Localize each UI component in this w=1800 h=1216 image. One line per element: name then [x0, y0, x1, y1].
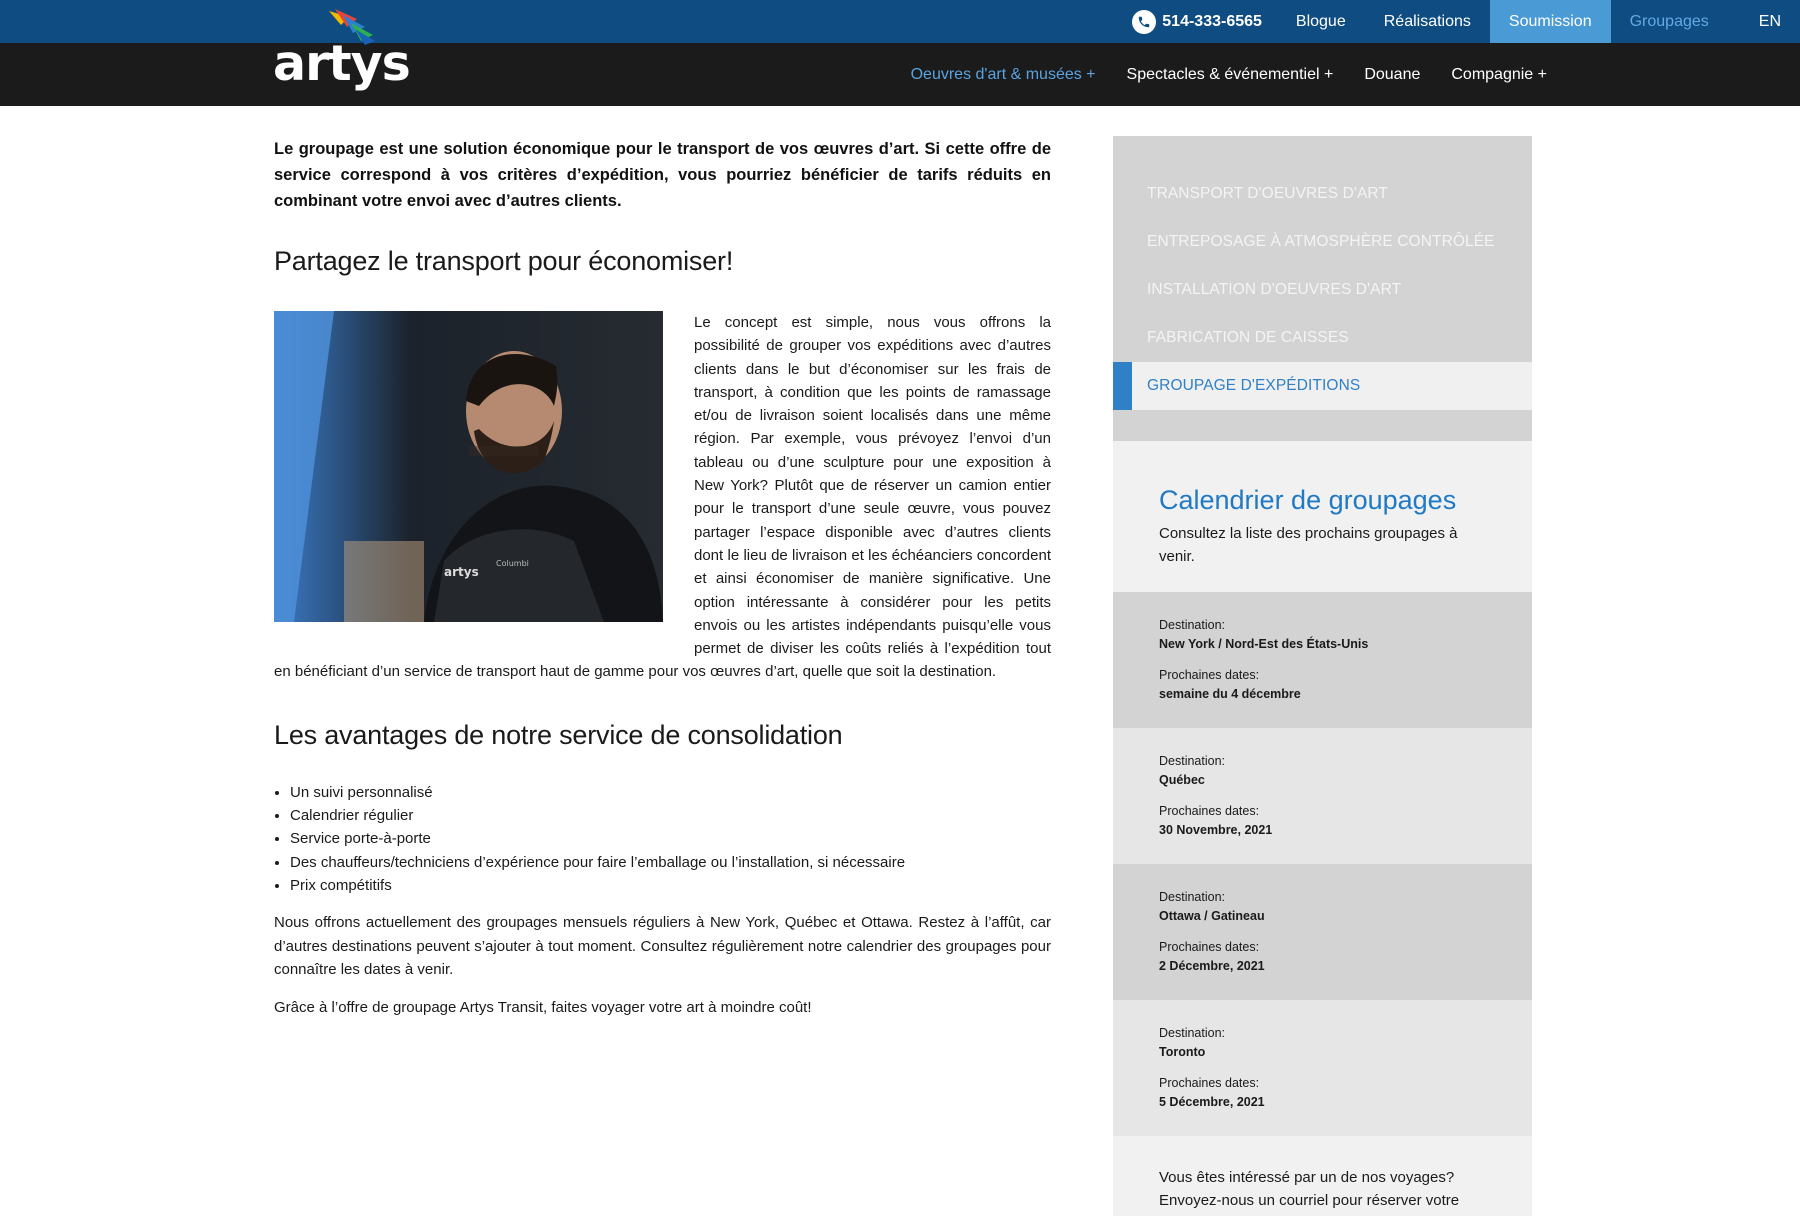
destination-label: Destination:	[1159, 890, 1226, 904]
list-item: • Un suivi personnalisé	[290, 781, 1051, 804]
advantages-list	[290, 781, 1051, 897]
dates-label: Prochaines dates:	[1159, 668, 1260, 682]
nav-groupages[interactable]: Groupages	[1629, 12, 1709, 30]
phone-number: 514-333-6565	[1162, 12, 1262, 30]
destination-card	[1113, 592, 1532, 728]
heading-partagez: Partagez le transport pour économiser!	[274, 246, 734, 276]
dates-label: Prochaines dates:	[1159, 940, 1260, 954]
artys-logo[interactable]	[273, 7, 410, 93]
photo-brand-text: Columbi	[496, 559, 529, 568]
destination-dates: 2 Décembre, 2021	[1159, 959, 1265, 973]
nav-soumission-button[interactable]: Soumission	[1490, 0, 1611, 43]
concept-paragraph: Le concept est simple, nous vous offrons la possibilité de grouper vos expéditions avec d’autres clients dans le but d’économiser sur les frais de transport, à condition que les points de ramassage et/ou de livraison soient localisés dans une même région. Par exemple, vous prévoyez l’envoi d’un tableau ou d’une sculpture pour une exposition à New York? Plutôt que de réserver un camion entier pour le transport d’une seule œuvre, vous pouvez partager l’espace disponible avec d’autres clients dont le lieu de livraison et les échéanciers concordent et ainsi économiser de manière significative. Une option intéressante à considérer pour les petits envois ou les artistes indépendants puisqu’elle vous permet de diviser les coûts reliés à l’expédition tout en bénéficiant d’un service de transport haut de gamme pour vos œuvres d’art, quelle que soit la destination.	[274, 314, 1051, 681]
nav-douane[interactable]: Douane	[1364, 65, 1421, 83]
destination-label: Destination:	[1159, 618, 1226, 632]
contact-note: Vous êtes intéressé par un de nos voyages? Envoyez-nous un courriel pour réserver votre	[1113, 1136, 1532, 1216]
calendar-description: Consultez la liste des prochains groupages à venir.	[1159, 525, 1458, 565]
list-item: • Service porte-à-porte	[290, 827, 1051, 850]
nav-realisations[interactable]: Réalisations	[1383, 12, 1471, 30]
sidebar-item-entreposage[interactable]: ENTREPOSAGE À ATMOSPHÈRE CONTRÔLÉE	[1147, 233, 1495, 250]
offer-paragraph: Nous offrons actuellement des groupages mensuels réguliers à New York, Québec et Ottawa. Restez à l’affût, car d’autres destinations peuvent s’ajouter à tout moment. Consultez régulièrement notre calendrier des groupages pour connaître les dates à venir.	[274, 914, 1051, 978]
nav-compagnie[interactable]: Compagnie +	[1451, 65, 1547, 83]
sidebar-item-groupage[interactable]: GROUPAGE D'EXPÉDITIONS	[1113, 362, 1532, 410]
service-menu	[1113, 136, 1532, 441]
concept-block	[274, 311, 1051, 684]
main-content	[274, 136, 1051, 1019]
main-nav	[880, 43, 1547, 106]
dates-label: Prochaines dates:	[1159, 1076, 1260, 1090]
destination-dates: 30 Novembre, 2021	[1159, 823, 1273, 837]
dates-label: Prochaines dates:	[1159, 804, 1260, 818]
destination-label: Destination:	[1159, 1026, 1226, 1040]
logo-wordmark: artys	[273, 35, 410, 92]
nav-spectacles[interactable]: Spectacles & événementiel +	[1126, 65, 1334, 83]
destination-card	[1113, 728, 1532, 864]
sidebar-item-transport[interactable]: TRANSPORT D'OEUVRES D'ART	[1147, 185, 1388, 202]
list-item: • Prix compétitifs	[290, 874, 1051, 897]
driver-photo	[274, 311, 663, 622]
sidebar-item-caisses[interactable]: FABRICATION DE CAISSES	[1147, 329, 1349, 346]
utility-bar	[0, 0, 1800, 43]
destination-dates: 5 Décembre, 2021	[1159, 1095, 1265, 1109]
destination-label: Destination:	[1159, 754, 1226, 768]
destination-name: Québec	[1159, 773, 1205, 787]
heading-avantages: Les avantages de notre service de consolidation	[274, 719, 843, 750]
destination-name: Toronto	[1159, 1045, 1206, 1059]
list-item: • Des chauffeurs/techniciens d’expérience pour faire l’emballage ou l’installation, si nécessaire	[290, 851, 1051, 874]
closing-paragraph: Grâce à l’offre de groupage Artys Transit, faites voyager votre art à moindre coût!	[274, 999, 812, 1017]
menu-spacer	[1113, 410, 1532, 441]
sidebar	[1113, 136, 1532, 1216]
photo-logo-text: artys	[444, 565, 479, 579]
main-nav-bar	[0, 43, 1800, 106]
nav-blogue[interactable]: Blogue	[1295, 12, 1346, 30]
destination-card	[1113, 1000, 1532, 1136]
utility-nav	[1113, 0, 1800, 43]
calendar-header	[1113, 441, 1532, 592]
phone-link[interactable]	[1113, 0, 1277, 43]
intro-paragraph: Le groupage est une solution économique pour le transport de vos œuvres d’art. Si cette offre de service correspond à vos critères d’expédition, vous pourriez bénéficier de tarifs réduits en combinant votre envoi avec d’autres clients.	[274, 140, 1051, 210]
list-item: • Calendrier régulier	[290, 804, 1051, 827]
destination-name: New York / Nord-Est des États-Unis	[1159, 637, 1369, 651]
destination-name: Ottawa / Gatineau	[1159, 909, 1265, 923]
destination-dates: semaine du 4 décembre	[1159, 687, 1301, 701]
calendar-title: Calendrier de groupages	[1159, 485, 1457, 515]
destination-card	[1113, 864, 1532, 1000]
nav-oeuvres-dart[interactable]: Oeuvres d'art & musées +	[910, 65, 1096, 83]
phone-icon	[1132, 10, 1156, 34]
sidebar-item-installation[interactable]: INSTALLATION D'OEUVRES D'ART	[1147, 281, 1402, 298]
language-switch[interactable]: EN	[1758, 12, 1781, 30]
